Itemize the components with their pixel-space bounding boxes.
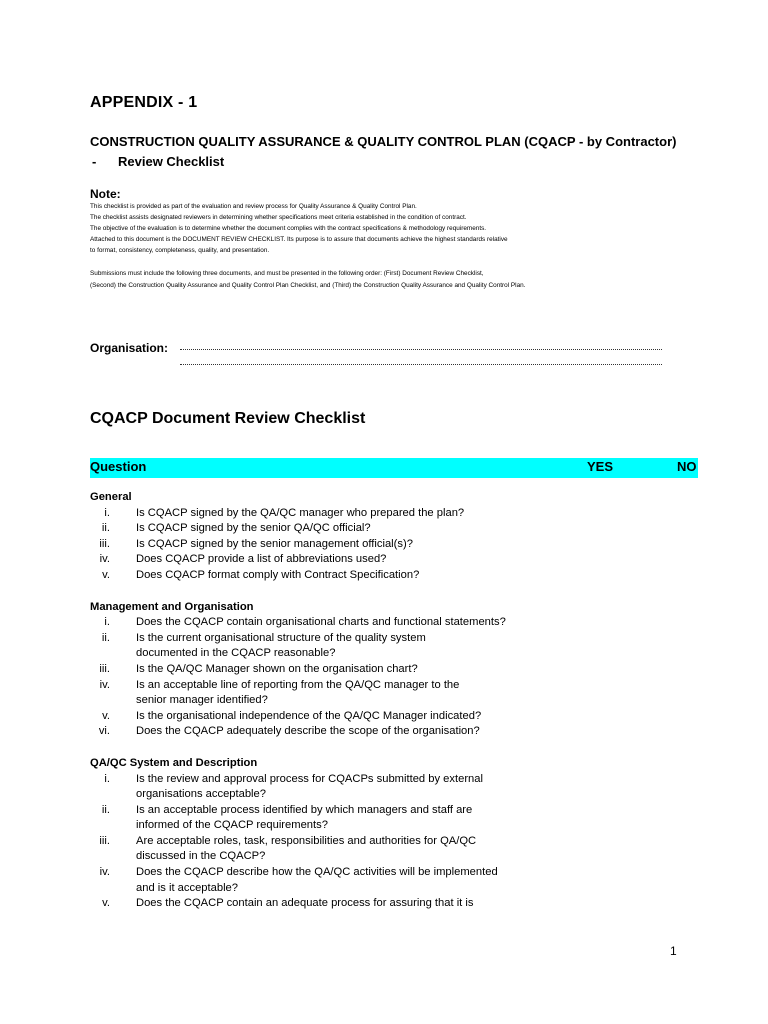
column-yes: YES bbox=[587, 459, 614, 474]
checklist-item bbox=[90, 537, 710, 553]
item-number: iii. bbox=[99, 537, 110, 550]
checklist-section bbox=[90, 756, 710, 912]
item-text: organisations acceptable? bbox=[136, 788, 266, 801]
note-body bbox=[90, 202, 690, 257]
item-number: ii. bbox=[101, 631, 110, 644]
item-text: Is the QA/QC Manager shown on the organisation chart? bbox=[136, 662, 418, 675]
checklist-item bbox=[90, 568, 710, 584]
checklist-item bbox=[90, 552, 710, 568]
organisation-field-line-1[interactable] bbox=[180, 349, 662, 350]
column-no: NO bbox=[677, 459, 697, 474]
item-text: Are acceptable roles, task, responsibilities and authorities for QA/QC bbox=[136, 834, 477, 847]
column-question: Question bbox=[90, 459, 147, 474]
checklist-item bbox=[90, 662, 710, 678]
checklist-item bbox=[90, 772, 710, 803]
item-text: documented in the CQACP reasonable? bbox=[136, 647, 336, 660]
organisation-field-line-2[interactable] bbox=[180, 364, 662, 365]
appendix-heading: APPENDIX - 1 bbox=[90, 94, 198, 111]
plan-subtitle bbox=[90, 154, 224, 169]
item-number: ii. bbox=[101, 522, 110, 535]
note-line: Attached to this document is the DOCUMENT REVIEW CHECKLIST. Its purpose is to assure that documents achieve the highest standards relative bbox=[90, 235, 508, 243]
item-number: ii. bbox=[101, 803, 110, 816]
item-text: Is the current organisational structure of the quality system bbox=[136, 631, 426, 644]
item-text: Is CQACP signed by the senior management official(s)? bbox=[136, 537, 413, 550]
checklist-item bbox=[90, 615, 710, 631]
submission-line: Submissions must include the following three documents, and must be presented in the following order: (First) Document Review Checklist, bbox=[90, 270, 484, 277]
checklist-item bbox=[90, 724, 710, 740]
item-number: iii. bbox=[99, 662, 110, 675]
item-number: iv. bbox=[99, 553, 110, 566]
note-line: The objective of the evaluation is to determine whether the document complies with the contract specifications & methodology requirements. bbox=[90, 224, 487, 232]
item-text: Does the CQACP contain an adequate process for assuring that it is bbox=[136, 897, 474, 910]
note-line: to format, consistency, completeness, quality, and presentation. bbox=[90, 246, 270, 254]
item-text: Does the CQACP describe how the QA/QC activities will be implemented bbox=[136, 866, 498, 879]
item-number: vi. bbox=[98, 725, 110, 738]
checklist-section bbox=[90, 600, 710, 740]
item-text: Is an acceptable line of reporting from the QA/QC manager to the bbox=[136, 678, 460, 691]
checklist-item bbox=[90, 834, 710, 865]
item-number: i. bbox=[104, 506, 110, 519]
checklist-item bbox=[90, 631, 710, 662]
item-text: and is it acceptable? bbox=[136, 881, 238, 894]
section-heading: Management and Organisation bbox=[90, 600, 254, 613]
item-text: senior manager identified? bbox=[136, 694, 268, 707]
checklist-item bbox=[90, 678, 710, 709]
submission-note bbox=[90, 268, 710, 292]
item-number: i. bbox=[104, 772, 110, 785]
item-text: Is an acceptable process identified by which managers and staff are bbox=[136, 803, 473, 816]
subtitle-dash: - bbox=[92, 154, 97, 169]
section-heading: QA/QC System and Description bbox=[90, 756, 258, 769]
item-text: Does the CQACP contain organisational charts and functional statements? bbox=[136, 616, 506, 629]
item-text: Does CQACP format comply with Contract Specification? bbox=[136, 568, 420, 581]
submission-line: (Second) the Construction Quality Assurance and Quality Control Plan Checklist, and (Third) the Construction Quality Assurance and Quality Control Plan. bbox=[90, 282, 526, 289]
note-line: The checklist assists designated reviewers in determining whether specifications meet criteria established in the condition of contract. bbox=[90, 213, 467, 221]
section-heading: General bbox=[90, 491, 132, 503]
checklist-item bbox=[90, 803, 710, 834]
item-text: Does the CQACP adequately describe the scope of the organisation? bbox=[136, 725, 480, 738]
item-number: v. bbox=[102, 568, 110, 581]
item-number: v. bbox=[102, 897, 110, 910]
plan-title: CONSTRUCTION QUALITY ASSURANCE & QUALITY CONTROL PLAN (CQACP - by Contractor) bbox=[90, 134, 677, 149]
page-number: 1 bbox=[670, 944, 677, 958]
checklist-item bbox=[90, 865, 710, 896]
note-line: This checklist is provided as part of the evaluation and review process for Quality Assurance & Quality Control Plan. bbox=[90, 203, 417, 210]
item-text: discussed in the CQACP? bbox=[136, 850, 266, 863]
note-heading: Note: bbox=[90, 187, 121, 201]
item-text: Does CQACP provide a list of abbreviations used? bbox=[136, 553, 387, 566]
checklist-body bbox=[90, 490, 710, 928]
checklist-header-bar bbox=[90, 458, 698, 478]
checklist-item bbox=[90, 521, 710, 537]
item-number: iv. bbox=[99, 678, 110, 691]
item-text: Is the review and approval process for CQACPs submitted by external bbox=[136, 772, 483, 785]
item-text: Is the organisational independence of the QA/QC Manager indicated? bbox=[136, 709, 482, 722]
item-text: informed of the CQACP requirements? bbox=[136, 819, 328, 832]
organisation-label: Organisation: bbox=[90, 341, 169, 355]
item-number: iii. bbox=[99, 834, 110, 847]
checklist-section bbox=[90, 490, 710, 584]
item-text: Is CQACP signed by the senior QA/QC official? bbox=[136, 522, 371, 535]
subtitle-text: Review Checklist bbox=[118, 154, 225, 169]
item-number: i. bbox=[104, 616, 110, 629]
item-number: v. bbox=[102, 709, 110, 722]
item-number: iv. bbox=[99, 866, 110, 879]
item-text: Is CQACP signed by the QA/QC manager who prepared the plan? bbox=[136, 506, 465, 519]
checklist-item bbox=[90, 506, 710, 522]
checklist-item bbox=[90, 709, 710, 725]
checklist-item bbox=[90, 896, 710, 912]
checklist-title: CQACP Document Review Checklist bbox=[90, 410, 366, 427]
